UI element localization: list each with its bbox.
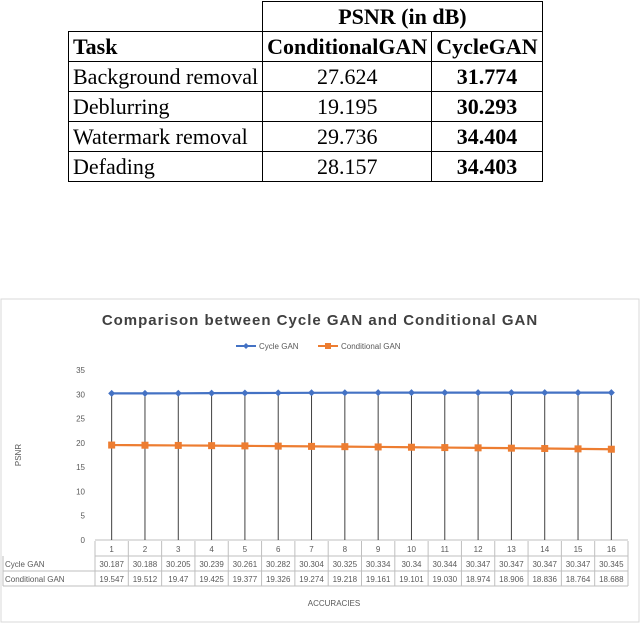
table-cell-task: Deblurring — [69, 92, 263, 122]
conditional-gan-point — [375, 443, 382, 450]
data-table-cell: 19.377 — [232, 575, 258, 584]
conditional-gan-point — [475, 444, 482, 451]
data-table-cell: 30.261 — [232, 560, 258, 569]
conditional-gan-point — [241, 442, 248, 449]
table-header-cycle: CycleGAN — [432, 32, 542, 62]
conditional-gan-point — [408, 444, 415, 451]
data-table-cell: 30.34 — [401, 560, 422, 569]
table-group-header-row — [69, 2, 543, 32]
x-tick-label: 3 — [176, 545, 181, 554]
table-cell-cycle: 34.404 — [432, 122, 542, 152]
chart-border — [1, 299, 639, 622]
table-cell-conditional: 19.195 — [263, 92, 432, 122]
data-table-cell: 30.205 — [166, 560, 191, 569]
data-table-cell: 19.326 — [265, 575, 291, 584]
data-table-cell: 19.161 — [365, 575, 391, 584]
x-tick-label: 1 — [109, 545, 114, 554]
data-table-cell: 18.906 — [499, 575, 524, 584]
data-table-cell: 30.187 — [99, 560, 124, 569]
conditional-gan-point — [141, 442, 148, 449]
data-table-cell: 30.239 — [199, 560, 224, 569]
y-tick-label: 0 — [80, 536, 85, 545]
table-group-header: PSNR (in dB) — [263, 2, 543, 32]
table-row — [69, 62, 543, 92]
table-header-conditional: ConditionalGAN — [263, 32, 432, 62]
y-tick-label: 5 — [80, 511, 85, 521]
data-table-cell: 19.274 — [299, 575, 324, 584]
y-axis-label: PSNR — [14, 443, 23, 467]
x-tick-label: 6 — [275, 545, 281, 554]
x-tick-label: 7 — [309, 545, 314, 554]
conditional-gan-point — [108, 442, 115, 449]
x-tick-label: 16 — [606, 545, 616, 554]
conditional-gan-point — [541, 445, 548, 452]
conditional-gan-point — [608, 446, 615, 453]
legend-label: Cycle GAN — [259, 342, 299, 351]
data-table-cell: 30.347 — [565, 560, 591, 569]
x-tick-label: 9 — [375, 545, 381, 554]
conditional-gan-point — [308, 443, 315, 450]
data-table-cell: 30.304 — [299, 560, 324, 569]
conditional-gan-point — [208, 442, 215, 449]
data-table-cell: 30.188 — [132, 560, 158, 569]
data-table-cell: 19.512 — [132, 575, 158, 584]
data-table-cell: 19.547 — [99, 575, 124, 584]
table-cell-conditional: 28.157 — [263, 152, 432, 182]
conditional-gan-point — [341, 443, 348, 450]
data-table-cell: 30.347 — [465, 560, 491, 569]
data-table-series-label: Cycle GAN — [5, 560, 45, 569]
table-header-task: Task — [69, 32, 263, 62]
data-table-cell: 19.101 — [399, 575, 424, 584]
table-corner-cell — [69, 2, 263, 32]
x-tick-label: 13 — [506, 545, 516, 554]
table-row — [69, 152, 543, 182]
y-tick-label: 20 — [76, 438, 85, 448]
table-cell-conditional: 27.624 — [263, 62, 432, 92]
table-cell-task: Defading — [69, 152, 263, 182]
data-table-cell: 19.218 — [332, 575, 358, 584]
conditional-gan-point — [575, 445, 582, 452]
y-tick-label: 25 — [76, 414, 85, 424]
data-table-series-label: Conditional GAN — [5, 575, 65, 584]
y-tick-label: 10 — [76, 487, 85, 497]
data-table-cell: 18.836 — [532, 575, 557, 584]
legend-marker — [325, 343, 331, 349]
conditional-gan-point — [175, 442, 182, 449]
conditional-gan-point — [275, 443, 282, 450]
table-cell-conditional: 29.736 — [263, 122, 432, 152]
table-row — [69, 122, 543, 152]
x-tick-label: 10 — [407, 545, 416, 554]
data-table-cell: 19.425 — [199, 575, 224, 584]
table-cell-cycle: 30.293 — [432, 92, 542, 122]
x-tick-label: 14 — [540, 545, 550, 554]
data-table-cell: 18.688 — [599, 575, 624, 584]
table-cell-cycle: 34.403 — [432, 152, 542, 182]
data-table-cell: 19.030 — [432, 575, 458, 584]
x-tick-label: 15 — [573, 545, 583, 554]
x-tick-label: 11 — [440, 545, 449, 554]
psnr-table — [68, 1, 543, 182]
y-tick-label: 35 — [76, 366, 85, 375]
y-tick-label: 15 — [76, 463, 85, 473]
cycle-gan-line — [112, 393, 612, 394]
chart-title: Comparison between Cycle GAN and Conditional GAN — [101, 312, 539, 329]
data-table-cell: 18.974 — [465, 575, 491, 584]
table-header-row — [69, 32, 543, 62]
y-tick-label: 30 — [76, 390, 85, 400]
data-table-cell: 18.764 — [565, 575, 591, 584]
conditional-gan-point — [441, 444, 448, 451]
x-tick-label: 5 — [242, 545, 248, 554]
legend-label: Conditional GAN — [341, 342, 401, 351]
table-cell-task: Background removal — [69, 62, 263, 92]
chart-frame — [0, 298, 640, 623]
x-tick-label: 8 — [342, 545, 348, 554]
data-table-cell: 30.347 — [532, 560, 557, 569]
conditional-gan-point — [508, 445, 515, 452]
line-chart — [0, 298, 640, 623]
data-table-cell: 30.345 — [599, 560, 624, 569]
table-cell-cycle: 31.774 — [432, 62, 542, 92]
data-table-cell: 30.325 — [332, 560, 358, 569]
data-table-cell: 30.282 — [265, 560, 291, 569]
x-tick-label: 12 — [473, 545, 483, 554]
x-tick-label: 2 — [142, 545, 148, 554]
data-table-cell: 30.347 — [499, 560, 524, 569]
data-table-cell: 30.344 — [432, 560, 458, 569]
x-tick-label: 4 — [209, 545, 214, 554]
data-table-cell: 19.47 — [168, 575, 189, 584]
data-table-cell: 30.334 — [365, 560, 391, 569]
table-cell-task: Watermark removal — [69, 122, 263, 152]
x-axis-label: ACCURACIES — [307, 599, 361, 608]
table-row — [69, 92, 543, 122]
